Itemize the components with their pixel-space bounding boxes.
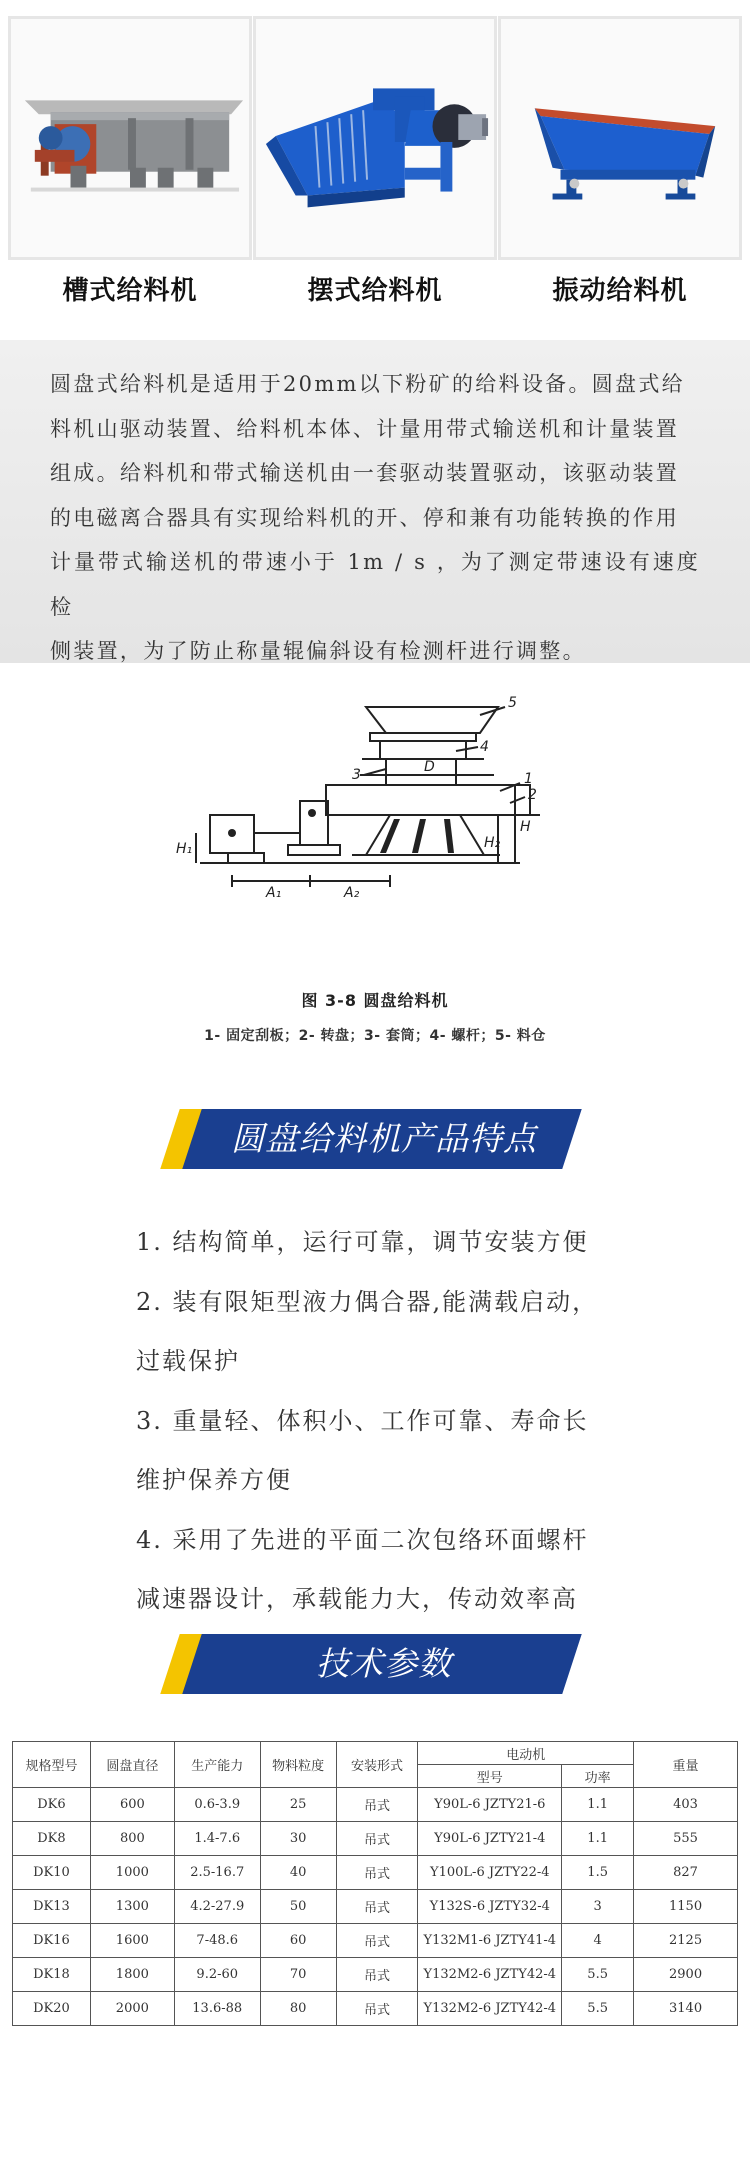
product-label-trough: 槽式给料机	[62, 276, 198, 306]
feature-line: 4. 采用了先进的平面二次包络环面螺杆	[136, 1525, 589, 1554]
product-label-pendulum: 摆式给料机	[307, 276, 443, 306]
feature-line: 维护保养方便	[136, 1466, 292, 1494]
table-cell: Y100L-6 JZTY22-4	[418, 1856, 562, 1890]
table-row	[13, 1992, 738, 2026]
diagram-label-1: 1	[524, 771, 533, 787]
table-cell: 60	[260, 1924, 336, 1958]
table-cell: 吊式	[336, 1890, 418, 1924]
table-cell: 3	[562, 1890, 634, 1924]
diagram-legend: 1- 固定刮板；2- 转盘；3- 套筒；4- 螺杆；5- 料仓	[204, 1028, 546, 1044]
intro-line: 料机山驱动装置、给料机本体、计量用带式输送机和计量装置	[50, 416, 680, 441]
table-cell: 1000	[90, 1856, 174, 1890]
table-cell: Y90L-6 JZTY21-4	[418, 1822, 562, 1856]
feature-line: 2. 装有限矩型液力偶合器,能满载启动，	[136, 1287, 599, 1316]
table-cell: DK13	[13, 1890, 91, 1924]
diagram-label-A1: A₁	[266, 885, 282, 901]
table-cell: 吊式	[336, 1958, 418, 1992]
table-cell: Y132S-6 JZTY32-4	[418, 1890, 562, 1924]
table-cell: DK18	[13, 1958, 91, 1992]
table-cell: 4.2-27.9	[174, 1890, 260, 1924]
table-cell: DK16	[13, 1924, 91, 1958]
pendulum-feeder-image	[256, 19, 494, 257]
intro-line: 的电磁离合器具有实现给料机的开、停和兼有功能转换的作用	[50, 505, 680, 530]
header-granularity: 物料粒度	[260, 1742, 336, 1788]
table-cell: 1300	[90, 1890, 174, 1924]
diagram-label-2: 2	[528, 787, 537, 803]
features-list	[0, 1191, 750, 1616]
diagram-label-4: 4	[480, 739, 489, 755]
table-row	[13, 1856, 738, 1890]
table-row	[13, 1822, 738, 1856]
product-card-trough[interactable]	[8, 16, 252, 260]
table-cell: 吊式	[336, 1788, 418, 1822]
table-cell: 827	[634, 1856, 738, 1890]
table-cell: DK6	[13, 1788, 91, 1822]
header-motor-type: 型号	[418, 1765, 562, 1788]
table-cell: 7-48.6	[174, 1924, 260, 1958]
table-cell: 1150	[634, 1890, 738, 1924]
table-cell: 800	[90, 1822, 174, 1856]
header-power: 功率	[562, 1765, 634, 1788]
table-cell: 2000	[90, 1992, 174, 2026]
specs-banner	[0, 1616, 750, 1716]
diagram-label-H2: H₂	[484, 835, 501, 851]
table-cell: 30	[260, 1822, 336, 1856]
table-cell: DK10	[13, 1856, 91, 1890]
table-cell: 5.5	[562, 1992, 634, 2026]
table-row	[13, 1958, 738, 1992]
table-cell: 1800	[90, 1958, 174, 1992]
intro-paragraph	[50, 362, 700, 674]
feature-line: 3. 重量轻、体积小、工作可靠、寿命长	[136, 1406, 589, 1435]
table-cell: 0.6-3.9	[174, 1788, 260, 1822]
table-cell: Y132M2-6 JZTY42-4	[418, 1958, 562, 1992]
table-cell: 1.4-7.6	[174, 1822, 260, 1856]
intro-line: 圆盘式给料机是适用于20mm以下粉矿的给料设备。圆盘式给	[50, 372, 685, 396]
header-weight: 重量	[634, 1742, 738, 1788]
vibrating-feeder-image	[501, 19, 739, 257]
table-cell: 吊式	[336, 1992, 418, 2026]
diagram-label-D: D	[424, 759, 435, 775]
feature-line: 过载保护	[136, 1347, 240, 1375]
product-gallery	[0, 0, 750, 340]
diagram-label-5: 5	[508, 695, 517, 711]
table-cell: Y90L-6 JZTY21-6	[418, 1788, 562, 1822]
table-cell: 2125	[634, 1924, 738, 1958]
table-cell: 3140	[634, 1992, 738, 2026]
table-row	[13, 1890, 738, 1924]
header-model: 规格型号	[13, 1742, 91, 1788]
features-banner	[0, 1091, 750, 1191]
table-cell: 1.1	[562, 1788, 634, 1822]
table-row	[13, 1924, 738, 1958]
table-cell: 吊式	[336, 1924, 418, 1958]
features-title: 圆盘给料机产品特点	[231, 1119, 537, 1158]
table-cell: DK20	[13, 1992, 91, 2026]
disc-feeder-diagram	[0, 663, 750, 1091]
intro-line: 侧装置，为了防止称量辊偏斜设有检测杆进行调整。	[50, 639, 586, 663]
table-cell: 13.6-88	[174, 1992, 260, 2026]
intro-section	[0, 340, 750, 663]
header-diameter: 圆盘直径	[90, 1742, 174, 1788]
table-cell: 25	[260, 1788, 336, 1822]
table-cell: 9.2-60	[174, 1958, 260, 1992]
table-cell: 4	[562, 1924, 634, 1958]
intro-line: 计量带式输送机的带速小于 1m / s ，为了测定带速设有速度检	[50, 550, 700, 619]
diagram-label-3: 3	[352, 767, 361, 783]
table-cell: DK8	[13, 1822, 91, 1856]
table-cell: Y132M2-6 JZTY42-4	[418, 1992, 562, 2026]
table-cell: 吊式	[336, 1856, 418, 1890]
diagram-label-H: H	[520, 819, 531, 835]
feature-line: 减速器设计，承载能力大，传动效率高	[136, 1585, 578, 1613]
table-row	[13, 1788, 738, 1822]
header-install: 安装形式	[336, 1742, 418, 1788]
table-cell: 555	[634, 1822, 738, 1856]
table-cell: 40	[260, 1856, 336, 1890]
table-cell: 5.5	[562, 1958, 634, 1992]
product-card-vibrating[interactable]	[498, 16, 742, 260]
intro-line: 组成。给料机和带式输送机由一套驱动装置驱动，该驱动装置	[50, 461, 680, 485]
diagram-caption: 图 3-8 圆盘给料机	[301, 991, 449, 1010]
table-cell: 1.5	[562, 1856, 634, 1890]
trough-feeder-image	[11, 19, 249, 257]
spec-table	[12, 1741, 738, 2026]
product-label-vibrating: 振动给料机	[552, 276, 688, 306]
table-cell: 403	[634, 1788, 738, 1822]
header-motor: 电动机	[418, 1742, 634, 1765]
table-cell: 吊式	[336, 1822, 418, 1856]
header-capacity: 生产能力	[174, 1742, 260, 1788]
table-cell: 50	[260, 1890, 336, 1924]
diagram-label-A2: A₂	[344, 885, 360, 901]
feature-line: 1. 结构简单，运行可靠，调节安装方便	[136, 1228, 589, 1256]
diagram-label-H1: H₁	[176, 841, 193, 857]
table-cell: 70	[260, 1958, 336, 1992]
product-card-pendulum[interactable]	[253, 16, 497, 260]
table-cell: 1.1	[562, 1822, 634, 1856]
table-cell: 2900	[634, 1958, 738, 1992]
table-cell: Y132M1-6 JZTY41-4	[418, 1924, 562, 1958]
table-cell: 80	[260, 1992, 336, 2026]
table-cell: 1600	[90, 1924, 174, 1958]
table-cell: 2.5-16.7	[174, 1856, 260, 1890]
table-cell: 600	[90, 1788, 174, 1822]
spec-table-area	[0, 1716, 750, 2026]
specs-title: 技术参数	[316, 1644, 452, 1683]
